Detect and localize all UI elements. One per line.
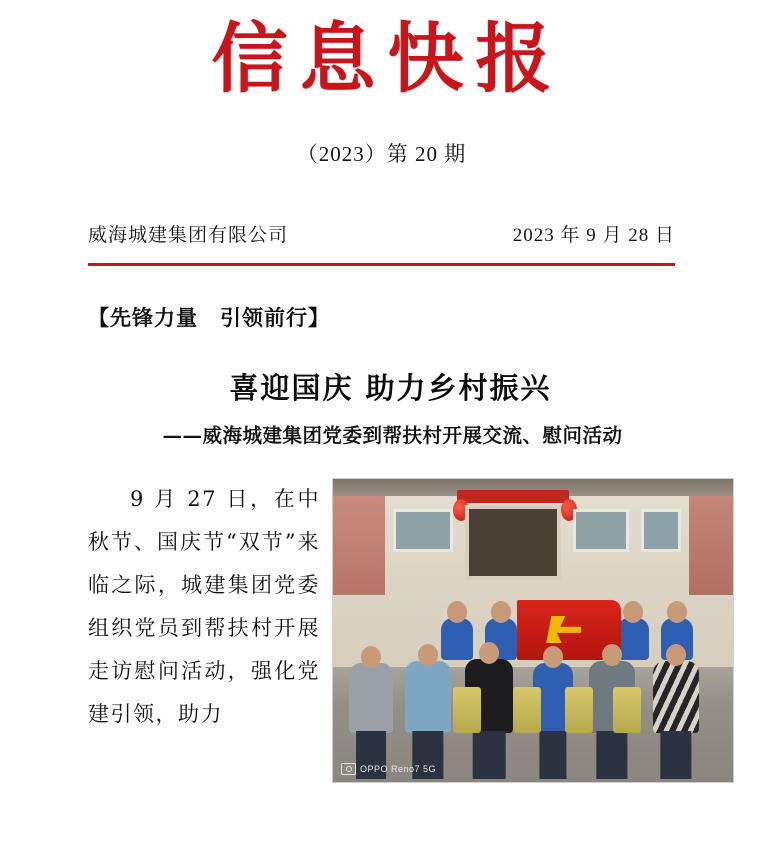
article-photo	[332, 478, 734, 783]
photo-gift-bag	[565, 687, 593, 733]
header-divider	[88, 263, 675, 266]
masthead	[0, 0, 763, 104]
photo-person	[405, 661, 451, 733]
photo-person-head	[623, 601, 643, 623]
photo-person-head	[447, 601, 467, 623]
photo-person-head	[491, 601, 511, 623]
article-headline: 喜迎国庆 助力乡村振兴	[229, 370, 552, 405]
photo-wall-left	[333, 496, 385, 596]
photo-person	[349, 663, 393, 733]
photo-person	[653, 661, 699, 733]
section-tag: 【先锋力量 引领前行】	[88, 304, 330, 330]
photo-person-legs	[660, 731, 691, 779]
photo-person-legs	[596, 731, 627, 779]
photo-window	[641, 509, 681, 552]
photo-window	[393, 509, 453, 552]
photo-gift-bag	[453, 687, 481, 733]
photo-doorway	[465, 505, 561, 580]
publisher-name: 威海城建集团有限公司	[88, 224, 289, 246]
photo-person-head	[543, 646, 563, 668]
photo-person-legs	[539, 731, 566, 779]
article-body-area	[0, 478, 763, 783]
hammer-sickle-icon	[546, 616, 581, 644]
article-paragraph: 9 月 27 日，在中秋节、国庆节“双节”来临之际，城建集团党委组织党员到帮扶村开展走访慰问活动，强化党建引领，助力	[88, 486, 320, 726]
photo-person-head	[361, 646, 381, 668]
publisher-row	[0, 220, 763, 247]
photo-person-legs	[473, 731, 506, 779]
photo-person-head	[479, 642, 499, 664]
photo-gift-bag	[513, 687, 541, 733]
photo-watermark	[341, 763, 436, 775]
photo-banner	[457, 490, 569, 503]
article-subheadline: ——威海城建集团党委到帮扶村开展交流、慰问活动	[162, 423, 623, 447]
publication-title: 信息快报	[211, 14, 564, 103]
photo-person-head	[602, 644, 622, 666]
issue-number: （2023）第 20 期	[296, 141, 467, 166]
article-text-column	[88, 478, 320, 736]
photo-person	[441, 618, 473, 660]
publish-date: 2023 年 9 月 28 日	[512, 224, 675, 246]
photo-window	[573, 509, 629, 552]
photo-person-head	[667, 601, 687, 623]
photo-wall-right	[689, 496, 733, 596]
photo-watermark-text: OPPO Reno7 5G	[360, 763, 437, 774]
photo-person-head	[418, 644, 438, 666]
photo-gift-bag	[613, 687, 641, 733]
camera-icon	[341, 763, 356, 775]
photo-person-head	[666, 644, 686, 666]
